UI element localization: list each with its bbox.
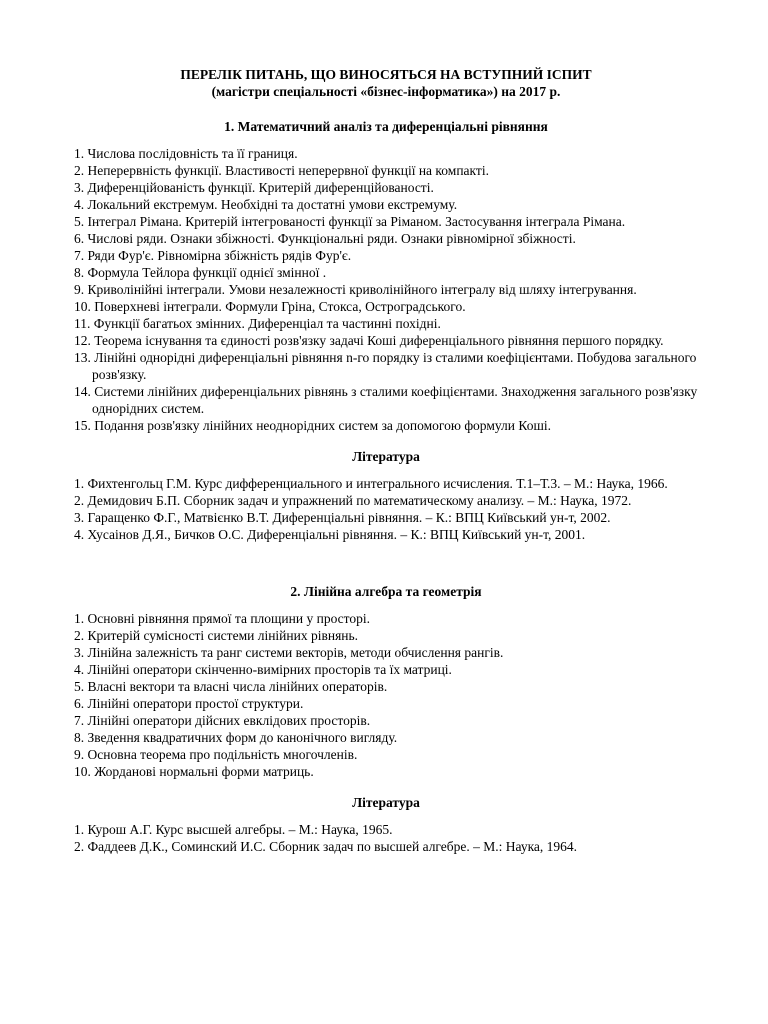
section-1-title: 1. Математичний аналіз та диференціальні рівняння: [224, 119, 548, 134]
question-item: 7. Ряди Фур'є. Рівномірна збіжність рядів Фур'є.: [74, 248, 352, 263]
literature-item: 4. Хусаінов Д.Я., Бичков О.С. Диференціальні рівняння. – К.: ВПЦ Київський ун-т, 2001.: [74, 527, 586, 542]
question-item: 10. Жорданові нормальні форми матриць.: [74, 764, 314, 779]
question-item: 2. Неперервність функції. Властивості неперервної функції на компакті.: [74, 163, 489, 178]
question-item: 11. Функції багатьох змінних. Диференціал та частинні похідні.: [74, 316, 441, 331]
question-item: 12. Теорема існування та єдиності розв'язку задачі Коші диференціального рівняння першого порядку.: [74, 333, 664, 348]
question-item: 5. Власні вектори та власні числа лінійних операторів.: [74, 679, 388, 694]
question-item: 3. Лінійна залежність та ранг системи векторів, методи обчислення рангів.: [74, 645, 504, 660]
section-2-title: 2. Лінійна алгебра та геометрія: [290, 584, 482, 599]
section-2-questions: [74, 610, 698, 780]
section-1-literature-title: Література: [352, 449, 420, 464]
page-title: ПЕРЕЛІК ПИТАНЬ, ЩО ВИНОСЯТЬСЯ НА ВСТУПНИЙ ІСПИТ: [180, 67, 592, 82]
section-1-literature: [74, 475, 698, 543]
section-2-literature-title: Література: [352, 795, 420, 810]
question-item: 3. Диференційованість функції. Критерій диференційованості.: [74, 180, 434, 195]
question-item: 2. Критерій сумісності системи лінійних рівнянь.: [74, 628, 359, 643]
section-spacer: [74, 543, 698, 569]
question-item: 1. Основні рівняння прямої та площини у просторі.: [74, 611, 370, 626]
question-item: 6. Числові ряди. Ознаки збіжності. Функціональні ряди. Ознаки рівномірної збіжності.: [74, 231, 576, 246]
question-item: 8. Формула Тейлора функції однієї змінної .: [74, 265, 327, 280]
literature-item: 1. Курош А.Г. Курс высшей алгебры. – М.: Наука, 1965.: [74, 822, 393, 837]
literature-item: 2. Демидович Б.П. Сборник задач и упражнений по математическому анализу. – М.: Наука, 1972.: [74, 493, 632, 508]
section-1-questions: [74, 145, 698, 434]
question-item: 10. Поверхневі інтеграли. Формули Гріна, Стокса, Остроградського.: [74, 299, 466, 314]
literature-item: 1. Фихтенгольц Г.М. Курс дифференциального и интегрального исчисления. Т.1–Т.3. – М.: Наука, 1966.: [74, 476, 668, 491]
question-item: 9. Криволінійні інтеграли. Умови незалежності криволінійного інтегралу від шляху інтегрування.: [74, 282, 637, 297]
question-item: 14. Системи лінійних диференціальних рівнянь з сталими коефіцієнтами. Знаходження загального розв'язку однорідних систем.: [74, 384, 698, 416]
question-item: 4. Лінійні оператори скінченно-вимірних просторів та їх матриці.: [74, 662, 452, 677]
question-item: 4. Локальний екстремум. Необхідні та достатні умови екстремуму.: [74, 197, 458, 212]
section-2-literature: [74, 821, 698, 855]
question-item: 13. Лінійні однорідні диференціальні рівняння n-го порядку із сталими коефіцієнтами. Побудова загального розв'язку.: [74, 350, 697, 382]
question-item: 8. Зведення квадратичних форм до канонічного вигляду.: [74, 730, 398, 745]
question-item: 5. Інтеграл Рімана. Критерій інтегрованості функції за Ріманом. Застосування інтеграла Рімана.: [74, 214, 626, 229]
question-item: 6. Лінійні оператори простої структури.: [74, 696, 304, 711]
question-item: 15. Подання розв'язку лінійних неоднорідних систем за допомогою формули Коші.: [74, 418, 551, 433]
question-item: 7. Лінійні оператори дійсних евклідових просторів.: [74, 713, 371, 728]
literature-item: 2. Фаддеев Д.К., Соминский И.С. Сборник задач по высшей алгебре. – М.: Наука, 1964.: [74, 839, 578, 854]
page-subtitle: (магістри спеціальності «бізнес-інформатика») на 2017 р.: [211, 84, 561, 99]
question-item: 9. Основна теорема про подільність многочленів.: [74, 747, 358, 762]
literature-item: 3. Гаращенко Ф.Г., Матвієнко В.Т. Диференціальні рівняння. – К.: ВПЦ Київський ун-т, 2002.: [74, 510, 611, 525]
question-item: 1. Числова послідовність та її границя.: [74, 146, 298, 161]
